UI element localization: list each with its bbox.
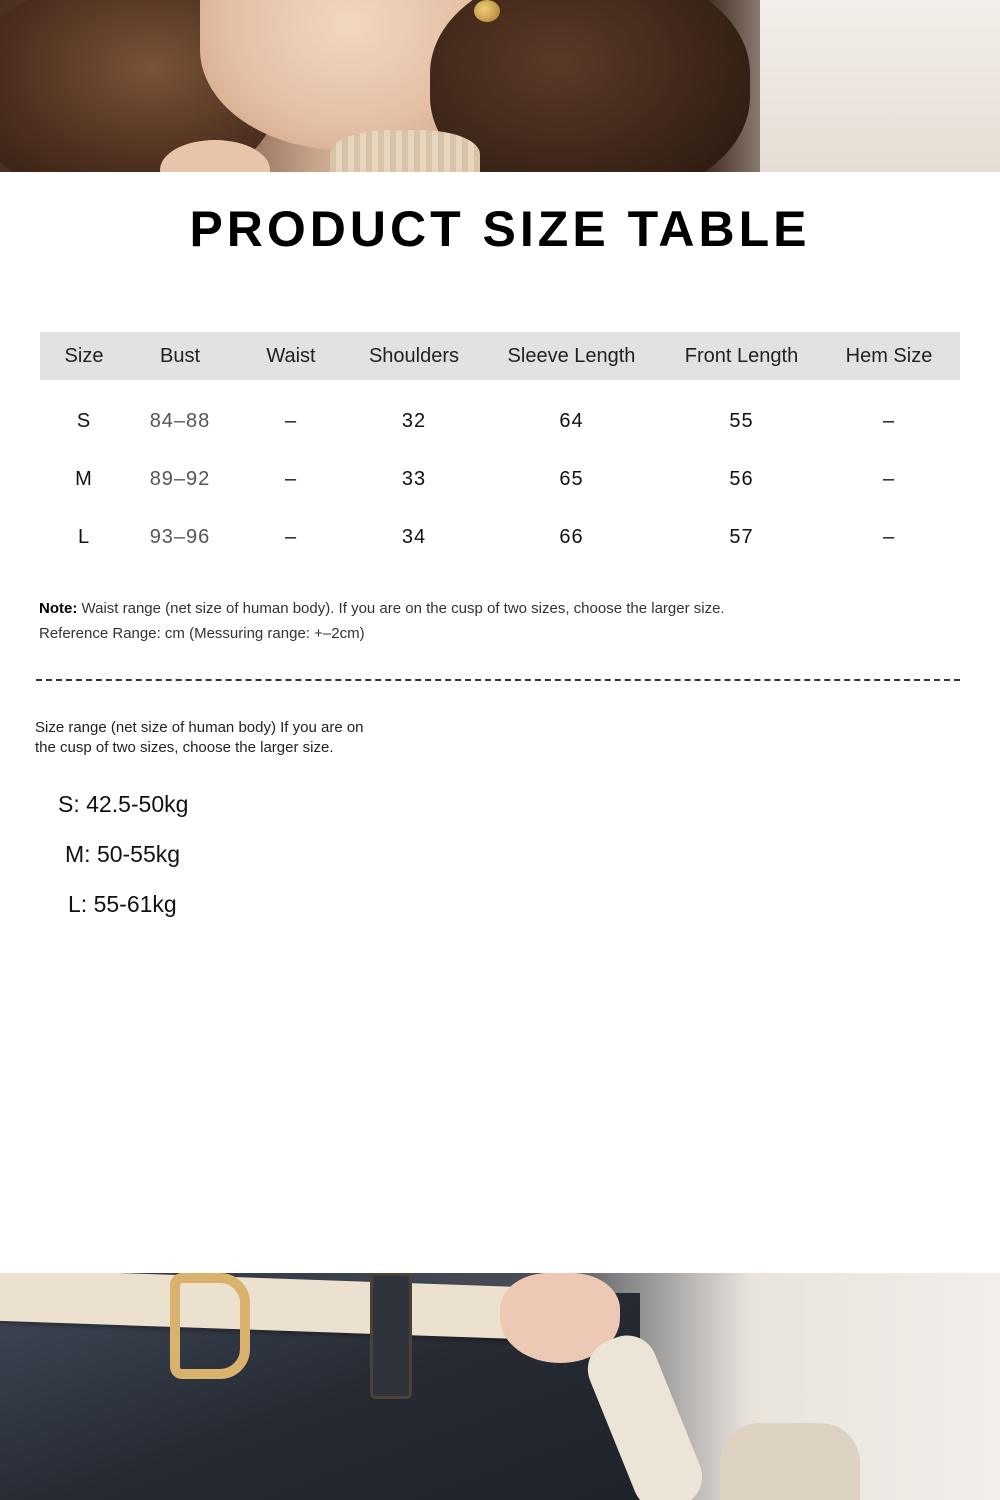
dashed-divider bbox=[36, 679, 960, 681]
reference-range: Reference Range: cm (Messuring range: +–2cm) bbox=[39, 625, 365, 642]
size-table bbox=[40, 332, 960, 566]
note-text: Waist range (net size of human body). If you are on the cusp of two sizes, choose the larger size. bbox=[77, 600, 725, 617]
belt-buckle bbox=[170, 1273, 250, 1379]
cell-shoulders: 32 bbox=[401, 409, 427, 432]
header-front-length: Front Length bbox=[684, 344, 799, 367]
weight-list bbox=[0, 786, 260, 936]
earring bbox=[474, 0, 500, 22]
header-shoulders: Shoulders bbox=[368, 344, 460, 367]
cell-sleeve-length: 65 bbox=[559, 467, 584, 490]
cell-shoulders: 33 bbox=[401, 467, 427, 490]
note-label: Note: bbox=[39, 600, 78, 617]
cell-waist: – bbox=[284, 467, 298, 490]
cell-hem-size: – bbox=[882, 409, 896, 432]
cell-hem-size: – bbox=[882, 525, 896, 548]
cell-shoulders: 34 bbox=[401, 525, 427, 548]
weight-s: S: 42.5-50kg bbox=[58, 791, 189, 817]
note-line bbox=[39, 596, 725, 621]
cell-bust: 84–88 bbox=[149, 409, 211, 432]
table-row bbox=[40, 392, 960, 450]
cell-waist: – bbox=[284, 409, 298, 432]
table-header-row bbox=[40, 332, 960, 380]
cell-bust: 89–92 bbox=[149, 467, 211, 490]
cell-size: S bbox=[76, 409, 92, 432]
handbag bbox=[720, 1423, 860, 1500]
cell-waist: – bbox=[284, 525, 298, 548]
header-bust: Bust bbox=[159, 344, 201, 367]
cell-size: M bbox=[75, 467, 93, 490]
table-row bbox=[40, 450, 960, 508]
page-title: PRODUCT SIZE TABLE bbox=[189, 201, 811, 257]
cell-bust: 93–96 bbox=[149, 525, 211, 548]
header-waist: Waist bbox=[266, 344, 316, 367]
header-sleeve-length: Sleeve Length bbox=[507, 344, 636, 367]
weight-l: L: 55-61kg bbox=[68, 891, 177, 917]
cell-hem-size: – bbox=[882, 467, 896, 490]
cell-sleeve-length: 64 bbox=[559, 409, 584, 432]
top-product-photo bbox=[0, 0, 1000, 172]
cell-front-length: 56 bbox=[729, 467, 754, 490]
cell-front-length: 57 bbox=[729, 525, 754, 548]
weight-m: M: 50-55kg bbox=[65, 841, 181, 867]
cell-sleeve-length: 66 bbox=[559, 525, 584, 548]
header-hem-size: Hem Size bbox=[845, 344, 933, 367]
cell-front-length: 55 bbox=[729, 409, 754, 432]
bottom-product-photo bbox=[0, 1273, 1000, 1500]
size-range-text: Size range (net size of human body) If you are on the cusp of two sizes, choose the larger size. bbox=[35, 719, 364, 756]
cell-size: L bbox=[77, 525, 91, 548]
table-row bbox=[40, 508, 960, 566]
size-note bbox=[39, 596, 725, 646]
header-size: Size bbox=[64, 344, 104, 367]
